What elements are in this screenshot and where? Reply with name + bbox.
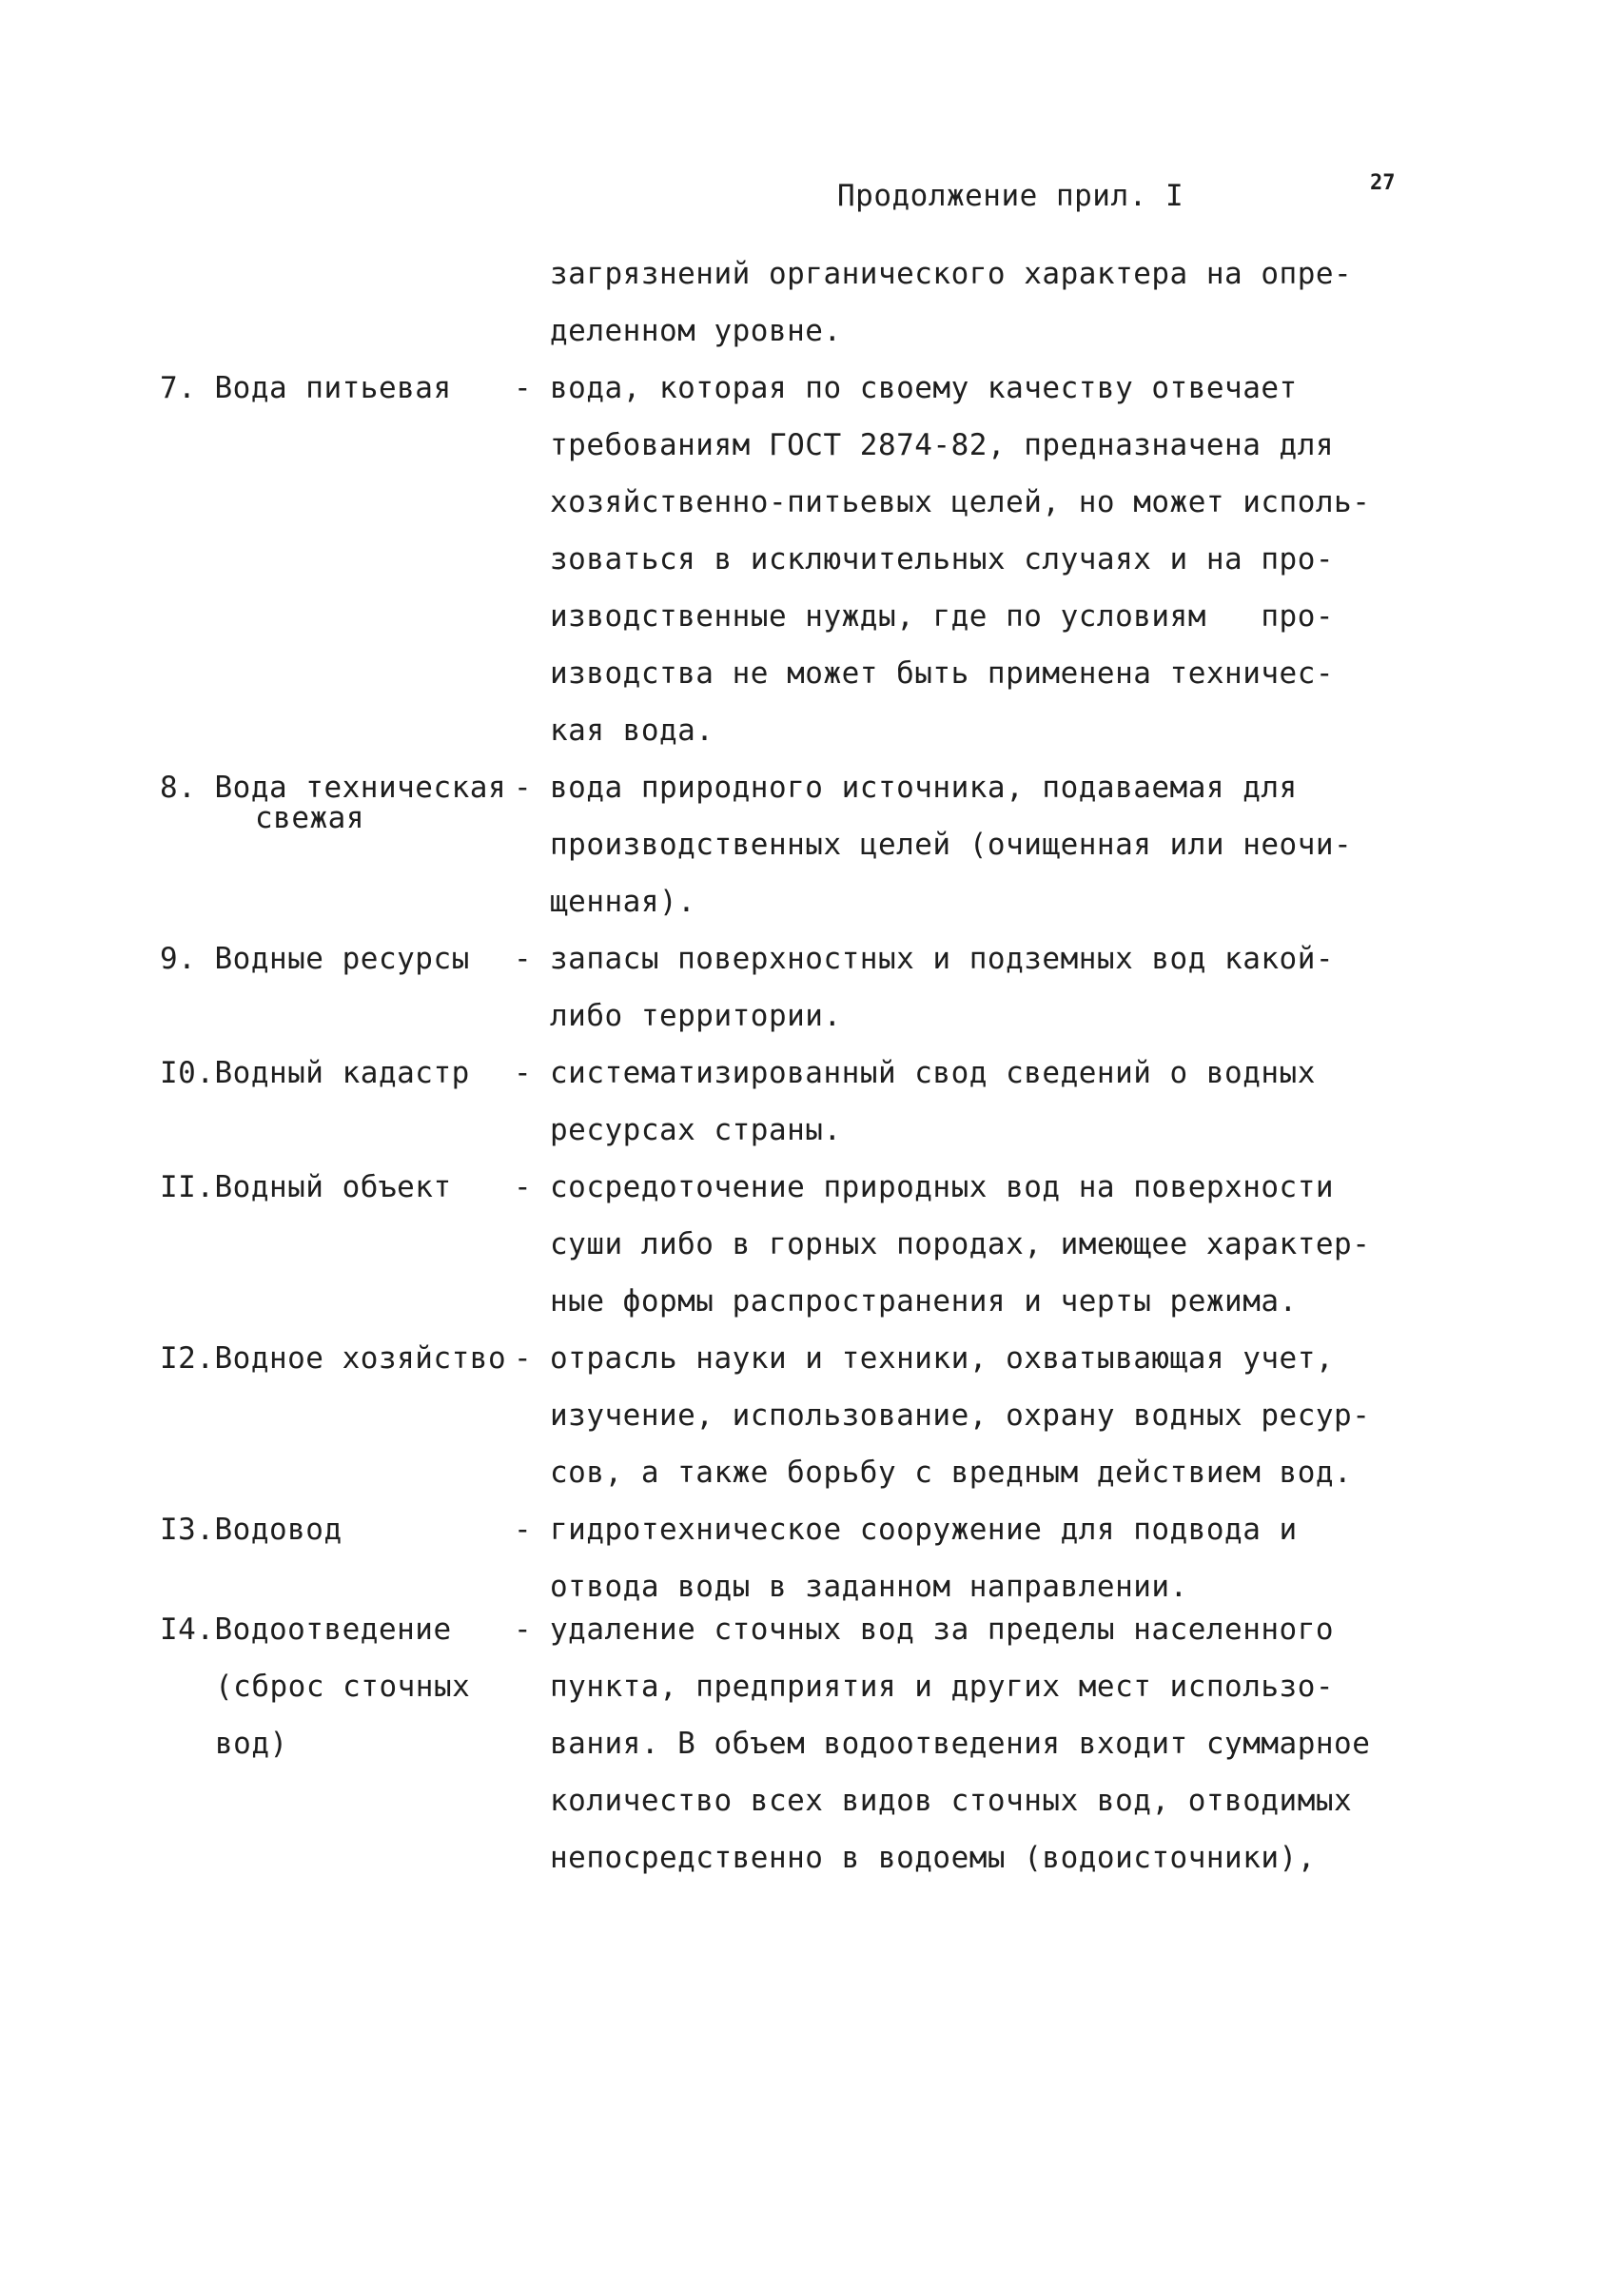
entry-definition-line: сов, а также борьбу с вредным действием вод. (550, 1456, 1353, 1490)
entry-definition-line: вода, которая по своему качеству отвечает (550, 371, 1298, 405)
entry-term: 7. Вода питьевая (160, 371, 452, 405)
entry-definition-line: удаление сточных вод за пределы населенного (550, 1612, 1335, 1647)
entry-definition-line: вода природного источника, подаваемая для (550, 771, 1298, 805)
entry-definition-line: требованиям ГОСТ 2874-82, предназначена для (550, 428, 1335, 462)
entry-definition-line: отвода воды в заданном направлении. (550, 1570, 1188, 1604)
page-number: 27 (1370, 171, 1396, 195)
entry-definition-line: производственных целей (очищенная или неочи- (550, 828, 1353, 862)
entry-term-continuation: свежая (255, 801, 364, 835)
entry-definition-line: либо территории. (550, 999, 842, 1033)
entry-term: II.Водный объект (160, 1170, 452, 1204)
page-header: Продолжение прил. I (837, 179, 1184, 213)
entry-definition-line: сосредоточение природных вод на поверхности (550, 1170, 1335, 1204)
entry-definition-line: щенная). (550, 885, 696, 919)
entry-definition-line: количество всех видов сточных вод, отводимых (550, 1784, 1353, 1818)
intro-line: деленном уровне. (550, 314, 842, 348)
entry-term: 9. Водные ресурсы (160, 942, 470, 976)
entry-term: I2.Водное хозяйство (160, 1341, 507, 1376)
entry-dash: - (514, 371, 533, 405)
entry-dash: - (514, 1056, 533, 1090)
entry-term: I4.Водоотведение (160, 1612, 452, 1647)
entry-term: 8. Вода техническая (160, 771, 507, 805)
entry-definition-line: кая вода. (550, 713, 714, 748)
entry-definition-line: изводства не может быть применена техничес- (550, 656, 1335, 691)
entry-dash: - (514, 942, 533, 976)
entry-definition-line: изводственные нужды, где по условиям про- (550, 599, 1335, 634)
entry-dash: - (514, 1513, 533, 1547)
entry-definition-line: систематизированный свод сведений о водных (550, 1056, 1316, 1090)
entry-definition-line: зоваться в исключительных случаях и на про- (550, 542, 1335, 576)
entry-definition-line: ные формы распространения и черты режима. (550, 1284, 1298, 1319)
entry-definition-line: изучение, использование, охрану водных ресур- (550, 1398, 1371, 1433)
entry-definition-line: хозяйственно-питьевых целей, но может исполь- (550, 485, 1371, 519)
entry-term: I0.Водный кадастр (160, 1056, 470, 1090)
intro-line: загрязнений органического характера на опре- (550, 257, 1353, 291)
entry-dash: - (514, 1170, 533, 1204)
entry-definition-line: отрасль науки и техники, охватывающая учет, (550, 1341, 1335, 1376)
entry-definition-line: запасы поверхностных и подземных вод какой- (550, 942, 1335, 976)
entry-definition-line: непосредственно в водоемы (водоисточники), (550, 1841, 1316, 1875)
entry-definition-line: суши либо в горных породах, имеющее характер- (550, 1227, 1371, 1261)
entry-dash: - (514, 1341, 533, 1376)
entry-definition-line: пункта, предприятия и других мест использо- (550, 1670, 1335, 1704)
entry-term-continuation: (сброс сточных (215, 1670, 471, 1704)
entry-definition-line: вания. В объем водоотведения входит суммарное (550, 1727, 1371, 1761)
entry-dash: - (514, 771, 533, 805)
entry-definition-line: гидротехническое сооружение для подвода и (550, 1513, 1298, 1547)
entry-dash: - (514, 1612, 533, 1647)
entry-term-continuation: вод) (215, 1727, 288, 1761)
entry-term: I3.Водовод (160, 1513, 342, 1547)
entry-definition-line: ресурсах страны. (550, 1113, 842, 1147)
